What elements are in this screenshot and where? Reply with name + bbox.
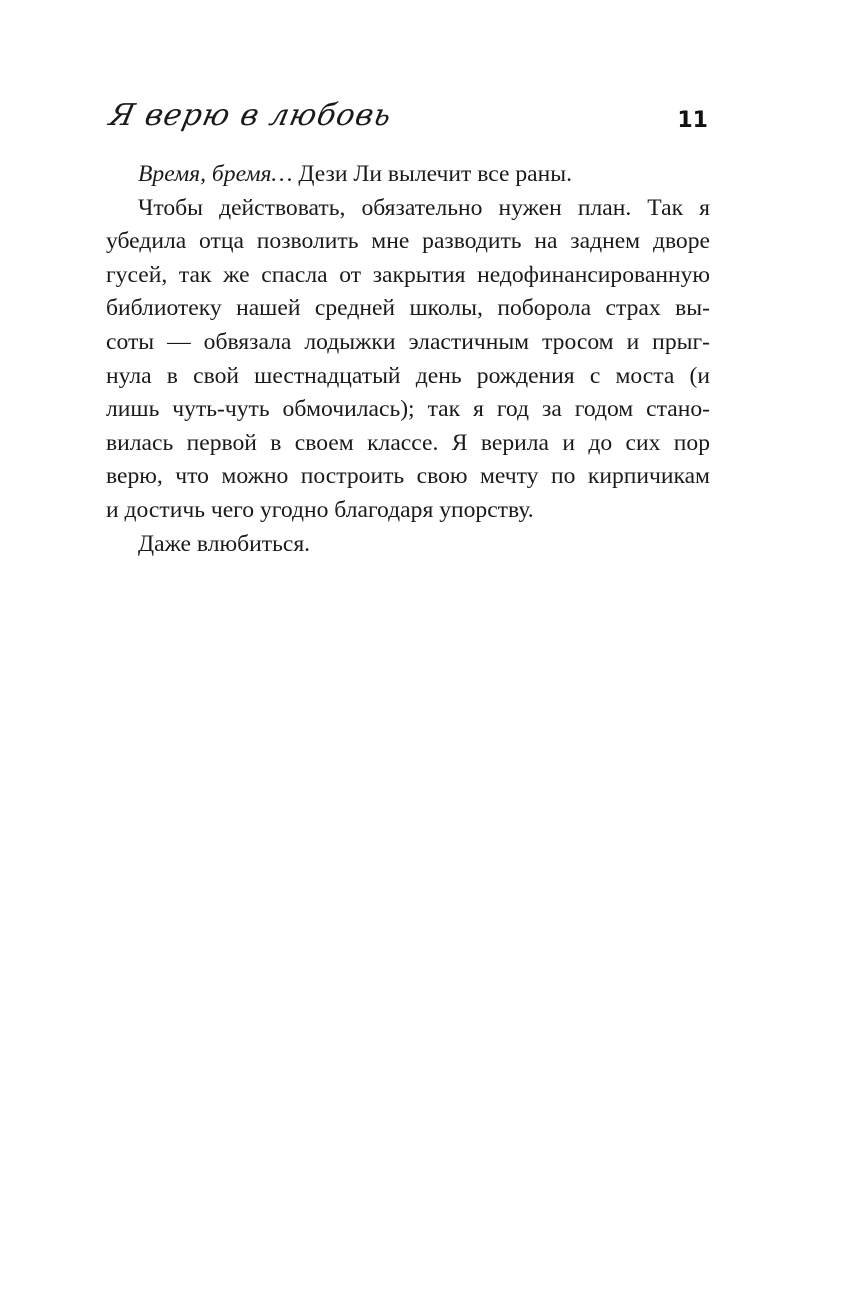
running-title: Я верю в любовь [106, 98, 396, 133]
body-text [106, 158, 710, 561]
paragraph-2-line: убедила отца позволить мне разводить на заднем дворе [106, 228, 710, 255]
paragraph-2-line: лишь чуть-чуть обмочилась); так я год за годом стано- [106, 396, 710, 423]
paragraph-2-line: и достичь чего угодно благодаря упорству. [106, 496, 534, 523]
page-number: 11 [677, 108, 708, 133]
paragraph-3: Даже влюбиться. [138, 530, 311, 557]
paragraph-1-rest: Дези Ли вылечит все раны. [292, 161, 573, 187]
running-header [106, 96, 710, 156]
paragraph-2-line: соты — обвязала лодыжки эластичным тросом и прыг- [106, 328, 710, 355]
paragraph-2-line: Чтобы действовать, обязательно нужен план. Так я [138, 194, 710, 221]
paragraph-1-italic: Время, бремя… [138, 161, 293, 187]
paragraph-2-line: библиотеку нашей средней школы, поборола страх вы- [106, 295, 710, 322]
paragraph-2-line: нула в свой шестнадцатый день рождения с моста (и [106, 362, 710, 389]
paragraph-1 [106, 158, 710, 192]
paragraph-2-line: гусей, так же спасла от закрытия недофинансированную [106, 261, 710, 288]
paragraph-2-line: вилась первой в своем классе. Я верила и до сих пор [106, 429, 710, 456]
paragraph-2-line: верю, что можно построить свою мечту по кирпичикам [106, 463, 710, 490]
